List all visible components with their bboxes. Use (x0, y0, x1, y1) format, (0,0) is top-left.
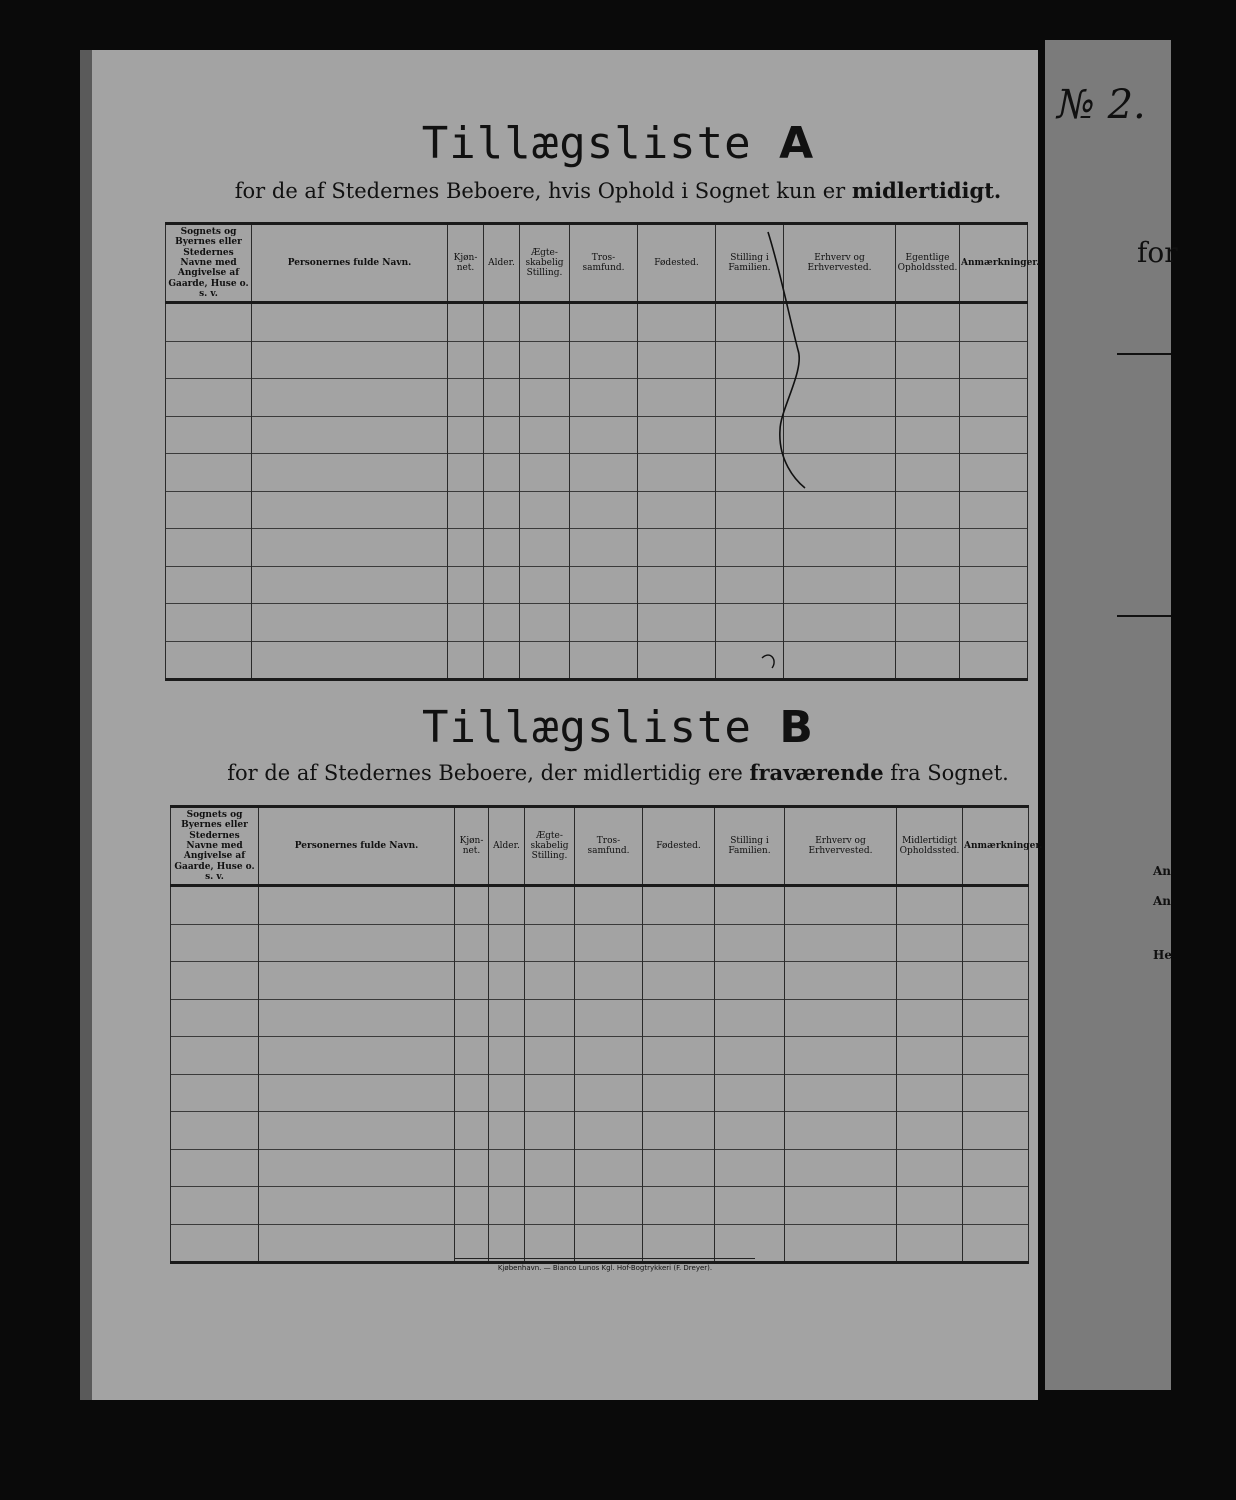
table-row (171, 924, 1029, 962)
table-cell (897, 886, 963, 925)
table-cell (643, 962, 715, 1000)
table-cell (785, 924, 897, 962)
table-cell (638, 454, 716, 492)
col-parish: Sognets og Byernes eller Stedernes Navne med Angivelse af Gaarde, Huse o. s. v. (171, 807, 259, 886)
table-cell (715, 1112, 785, 1150)
list-a-subtitle-bold: midlertidigt. (851, 178, 1002, 203)
table-cell (643, 999, 715, 1037)
col-residence: Egentlige Opholdssted. (896, 224, 960, 303)
table-cell (252, 303, 448, 342)
table-cell (171, 1037, 259, 1075)
table-cell (715, 1187, 785, 1225)
table-cell (166, 604, 252, 642)
table-cell (171, 1149, 259, 1187)
col-family-position: Stilling i Familien. (716, 224, 784, 303)
table-cell (785, 1074, 897, 1112)
table-cell (252, 454, 448, 492)
col-temporary-residence: Midlertidigt Opholdssted. (897, 807, 963, 886)
table-cell (960, 303, 1028, 342)
table-cell (489, 1187, 525, 1225)
table-row (171, 999, 1029, 1037)
table-cell (643, 1149, 715, 1187)
list-b-title-letter: B (779, 702, 814, 753)
table-cell (484, 379, 520, 417)
table-cell (575, 1187, 643, 1225)
table-cell (785, 1149, 897, 1187)
table-row (166, 379, 1028, 417)
table-cell (525, 1037, 575, 1075)
table-cell (575, 886, 643, 925)
col-age: Alder. (484, 224, 520, 303)
table-cell (638, 566, 716, 604)
list-b-table (170, 805, 1043, 1264)
table-row (171, 886, 1029, 925)
col-marital: Ægte-skabelig Stilling. (525, 807, 575, 886)
table-cell (484, 303, 520, 342)
table-cell (715, 924, 785, 962)
table-cell (520, 641, 570, 680)
table-cell (455, 924, 489, 962)
table-cell (897, 1074, 963, 1112)
table-cell (252, 566, 448, 604)
table-cell (785, 1037, 897, 1075)
table-cell (715, 1037, 785, 1075)
table-cell (963, 924, 1029, 962)
col-age: Alder. (489, 807, 525, 886)
table-cell (960, 491, 1028, 529)
table-cell (448, 491, 484, 529)
table-cell (570, 641, 638, 680)
table-cell (448, 303, 484, 342)
table-cell (896, 341, 960, 379)
table-cell (897, 962, 963, 1000)
col-remarks: Anmærkninger. (960, 224, 1028, 303)
table-cell (455, 886, 489, 925)
table-cell (897, 1224, 963, 1263)
table-cell (489, 886, 525, 925)
table-cell (166, 491, 252, 529)
table-cell (638, 604, 716, 642)
table-cell (484, 604, 520, 642)
table-cell (520, 379, 570, 417)
table-cell (166, 566, 252, 604)
table-cell (252, 491, 448, 529)
table-cell (963, 1187, 1029, 1225)
col-name: Personernes fulde Navn. (259, 807, 455, 886)
col-birthplace: Fødested. (643, 807, 715, 886)
table-cell (638, 303, 716, 342)
list-a-subtitle-text: for de af Stedernes Beboere, hvis Ophold i Sognet kun er (234, 179, 846, 203)
table-cell (896, 529, 960, 567)
table-cell (489, 1112, 525, 1150)
table-cell (785, 962, 897, 1000)
list-a-table (165, 222, 1040, 681)
table-cell (643, 1112, 715, 1150)
table-cell (166, 341, 252, 379)
table-row (166, 303, 1028, 342)
table-cell (525, 1112, 575, 1150)
adjacent-fragment: An (1153, 864, 1172, 878)
table-cell (252, 641, 448, 680)
table-cell (520, 303, 570, 342)
table-cell (484, 529, 520, 567)
table-cell (171, 886, 259, 925)
table-cell (171, 1224, 259, 1263)
table-cell (171, 1074, 259, 1112)
table-cell (448, 604, 484, 642)
table-row (166, 529, 1028, 567)
table-cell (897, 924, 963, 962)
table-cell (896, 491, 960, 529)
table-cell (259, 886, 455, 925)
table-cell (897, 1187, 963, 1225)
table-cell (897, 1037, 963, 1075)
col-family-position: Stilling i Familien. (715, 807, 785, 886)
adjacent-rule (1117, 353, 1171, 355)
table-cell (896, 379, 960, 417)
table-cell (259, 999, 455, 1037)
table-cell (960, 604, 1028, 642)
col-parish: Sognets og Byernes eller Stedernes Navne med Angivelse af Gaarde, Huse o. s. v. (166, 224, 252, 303)
table-cell (575, 999, 643, 1037)
list-a-title-word: Tillægsliste (421, 118, 752, 169)
table-cell (960, 454, 1028, 492)
col-sex: Kjøn-net. (455, 807, 489, 886)
table-cell (963, 1112, 1029, 1150)
table-cell (520, 604, 570, 642)
table-cell (638, 641, 716, 680)
table-cell (570, 303, 638, 342)
list-b-subtitle-bold: fraværende (749, 760, 884, 785)
table-cell (455, 1037, 489, 1075)
table-cell (484, 491, 520, 529)
table-cell (489, 1074, 525, 1112)
table-cell (259, 1187, 455, 1225)
table-cell (484, 341, 520, 379)
table-cell (638, 416, 716, 454)
table-cell (715, 1074, 785, 1112)
col-occupation: Erhverv og Erhvervested. (785, 807, 897, 886)
table-cell (259, 1037, 455, 1075)
table-cell (897, 999, 963, 1037)
table-cell (785, 999, 897, 1037)
col-marital: Ægte-skabelig Stilling. (520, 224, 570, 303)
table-cell (896, 454, 960, 492)
list-b-subtitle-suffix: fra Sognet. (890, 761, 1009, 785)
list-b-subtitle-text: for de af Stedernes Beboere, der midlertidig ere (227, 761, 743, 785)
table-cell (448, 416, 484, 454)
table-cell (896, 303, 960, 342)
table-cell (643, 1074, 715, 1112)
table-row (166, 566, 1028, 604)
table-cell (570, 379, 638, 417)
table-cell (963, 1074, 1029, 1112)
table-cell (575, 1037, 643, 1075)
table-cell (484, 454, 520, 492)
table-row (166, 416, 1028, 454)
table-cell (489, 999, 525, 1037)
table-row (171, 1074, 1029, 1112)
table-cell (252, 604, 448, 642)
table-cell (259, 1149, 455, 1187)
adjacent-page (1045, 40, 1178, 1390)
table-cell (570, 604, 638, 642)
table-cell (489, 962, 525, 1000)
page-number: № 2. (1057, 82, 1146, 128)
table-cell (455, 1149, 489, 1187)
table-cell (455, 1187, 489, 1225)
adjacent-fragment: He (1153, 948, 1172, 962)
table-cell (166, 416, 252, 454)
table-cell (638, 341, 716, 379)
table-cell (960, 566, 1028, 604)
table-cell (643, 924, 715, 962)
table-cell (252, 529, 448, 567)
table-cell (455, 1112, 489, 1150)
table-cell (525, 1149, 575, 1187)
table-cell (638, 529, 716, 567)
table-cell (897, 1112, 963, 1150)
table-row (171, 962, 1029, 1000)
table-cell (525, 1187, 575, 1225)
table-cell (448, 454, 484, 492)
table-cell (520, 341, 570, 379)
table-cell (715, 1149, 785, 1187)
table-cell (455, 1074, 489, 1112)
table-cell (520, 491, 570, 529)
table-cell (785, 1112, 897, 1150)
table-cell (570, 341, 638, 379)
table-cell (570, 454, 638, 492)
table-cell (525, 886, 575, 925)
table-cell (896, 416, 960, 454)
col-religion: Tros-samfund. (570, 224, 638, 303)
printer-rule (455, 1258, 755, 1259)
printer-imprint: Kjøbenhavn. — Bianco Lunos Kgl. Hof-Bogtrykkeri (F. Dreyer). (497, 1264, 713, 1272)
table-cell (575, 1074, 643, 1112)
table-cell (448, 566, 484, 604)
table-cell (252, 341, 448, 379)
list-a-title-letter: A (779, 118, 815, 169)
table-cell (896, 641, 960, 680)
table-cell (520, 416, 570, 454)
table-cell (259, 1112, 455, 1150)
table-cell (525, 962, 575, 1000)
table-cell (896, 566, 960, 604)
table-cell (785, 1187, 897, 1225)
table-cell (171, 1112, 259, 1150)
col-remarks: Anmærkninger. (963, 807, 1029, 886)
table-row (171, 1037, 1029, 1075)
table-cell (166, 303, 252, 342)
table-cell (171, 1187, 259, 1225)
table-cell (171, 962, 259, 1000)
table-cell (570, 491, 638, 529)
table-cell (520, 529, 570, 567)
col-religion: Tros-samfund. (575, 807, 643, 886)
table-cell (166, 379, 252, 417)
table-cell (643, 1037, 715, 1075)
table-cell (575, 1112, 643, 1150)
adjacent-fragment: An (1153, 894, 1172, 908)
table-cell (785, 886, 897, 925)
table-cell (259, 962, 455, 1000)
table-cell (525, 1074, 575, 1112)
table-cell (643, 886, 715, 925)
table-cell (963, 1037, 1029, 1075)
table-cell (960, 641, 1028, 680)
list-b-title-word: Tillægsliste (422, 702, 752, 753)
table-cell (575, 1149, 643, 1187)
table-cell (896, 604, 960, 642)
table-cell (960, 341, 1028, 379)
table-cell (171, 999, 259, 1037)
table-cell (489, 1149, 525, 1187)
table-cell (259, 924, 455, 962)
table-cell (252, 379, 448, 417)
table-cell (259, 1224, 455, 1263)
table-cell (785, 1224, 897, 1263)
table-cell (484, 641, 520, 680)
table-cell (715, 999, 785, 1037)
table-cell (715, 886, 785, 925)
table-cell (525, 999, 575, 1037)
table-row (171, 1187, 1029, 1225)
table-cell (963, 962, 1029, 1000)
table-cell (570, 416, 638, 454)
table-cell (259, 1074, 455, 1112)
table-cell (575, 924, 643, 962)
table-row (166, 641, 1028, 680)
table-cell (575, 962, 643, 1000)
table-cell (484, 416, 520, 454)
table-cell (570, 566, 638, 604)
table-cell (166, 529, 252, 567)
table-cell (638, 379, 716, 417)
table-cell (455, 962, 489, 1000)
table-cell (252, 416, 448, 454)
table-row (171, 1149, 1029, 1187)
table-cell (484, 566, 520, 604)
table-cell (960, 379, 1028, 417)
table-cell (897, 1149, 963, 1187)
table-cell (963, 886, 1029, 925)
table-cell (166, 454, 252, 492)
table-row (166, 341, 1028, 379)
table-cell (171, 924, 259, 962)
table-row (166, 604, 1028, 642)
table-cell (715, 962, 785, 1000)
table-cell (963, 999, 1029, 1037)
table-cell (638, 491, 716, 529)
table-cell (520, 454, 570, 492)
pencil-stroke (750, 230, 820, 670)
table-cell (520, 566, 570, 604)
table-cell (489, 1037, 525, 1075)
col-name: Personernes fulde Navn. (252, 224, 448, 303)
table-row (171, 1112, 1029, 1150)
table-cell (963, 1224, 1029, 1263)
table-cell (489, 924, 525, 962)
table-row (166, 454, 1028, 492)
table-cell (455, 999, 489, 1037)
table-cell (448, 641, 484, 680)
col-occupation: Erhverv og Erhvervested. (784, 224, 896, 303)
table-cell (166, 641, 252, 680)
table-row (166, 491, 1028, 529)
adjacent-rule (1117, 615, 1171, 617)
table-cell (448, 529, 484, 567)
table-cell (963, 1149, 1029, 1187)
col-sex: Kjøn-net. (448, 224, 484, 303)
table-cell (525, 924, 575, 962)
table-cell (960, 529, 1028, 567)
table-cell (960, 416, 1028, 454)
table-cell (570, 529, 638, 567)
table-cell (448, 379, 484, 417)
col-birthplace: Fødested. (638, 224, 716, 303)
table-cell (448, 341, 484, 379)
adjacent-fragment-for: for (1137, 236, 1178, 269)
table-cell (643, 1187, 715, 1225)
